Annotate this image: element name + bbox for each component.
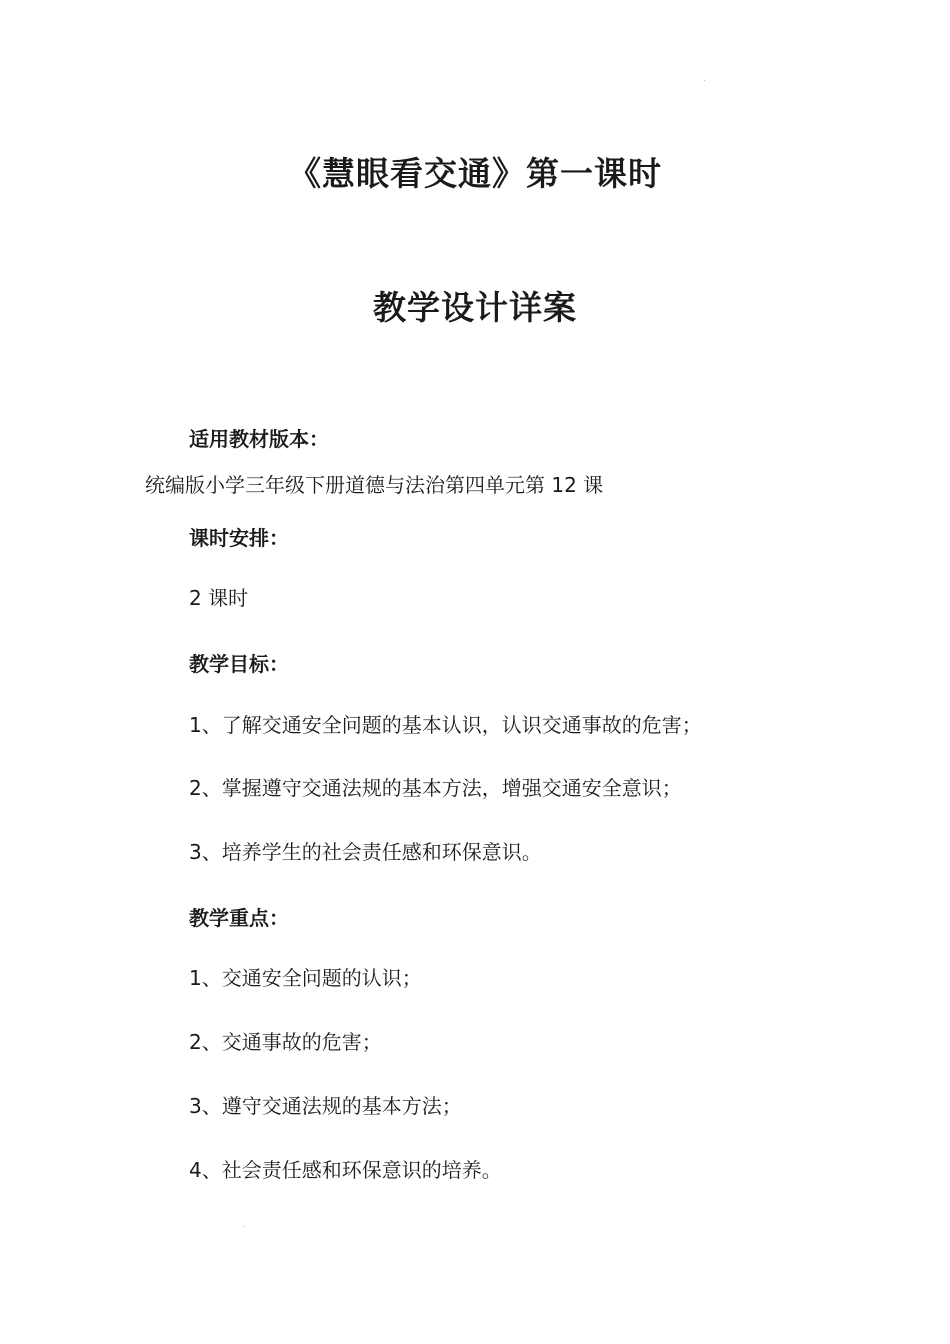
keypoint-item: 2、交通事故的危害；: [189, 1030, 382, 1054]
objective-item: 3、培养学生的社会责任感和环保意识。: [189, 840, 542, 864]
scan-speck: [704, 80, 705, 81]
scan-speck: [244, 1226, 245, 1227]
objective-item: 2、掌握遵守交通法规的基本方法，增强交通安全意识；: [189, 776, 682, 800]
keypoint-item: 1、交通安全问题的认识；: [189, 966, 422, 990]
keypoints-heading: 教学重点：: [189, 906, 289, 930]
keypoint-item: 3、遵守交通法规的基本方法；: [189, 1094, 462, 1118]
document-title: 《慧眼看交通》第一课时: [288, 154, 662, 193]
document-subtitle: 教学设计详案: [373, 288, 577, 327]
textbook-value: 统编版小学三年级下册道德与法治第四单元第 12 课: [145, 473, 604, 497]
schedule-heading: 课时安排：: [189, 526, 289, 550]
schedule-value: 2 课时: [189, 586, 249, 610]
textbook-heading: 适用教材版本：: [189, 427, 329, 451]
keypoint-item: 4、社会责任感和环保意识的培养。: [189, 1158, 502, 1182]
objectives-heading: 教学目标：: [189, 652, 289, 676]
objective-item: 1、了解交通安全问题的基本认识，认识交通事故的危害；: [189, 713, 702, 737]
